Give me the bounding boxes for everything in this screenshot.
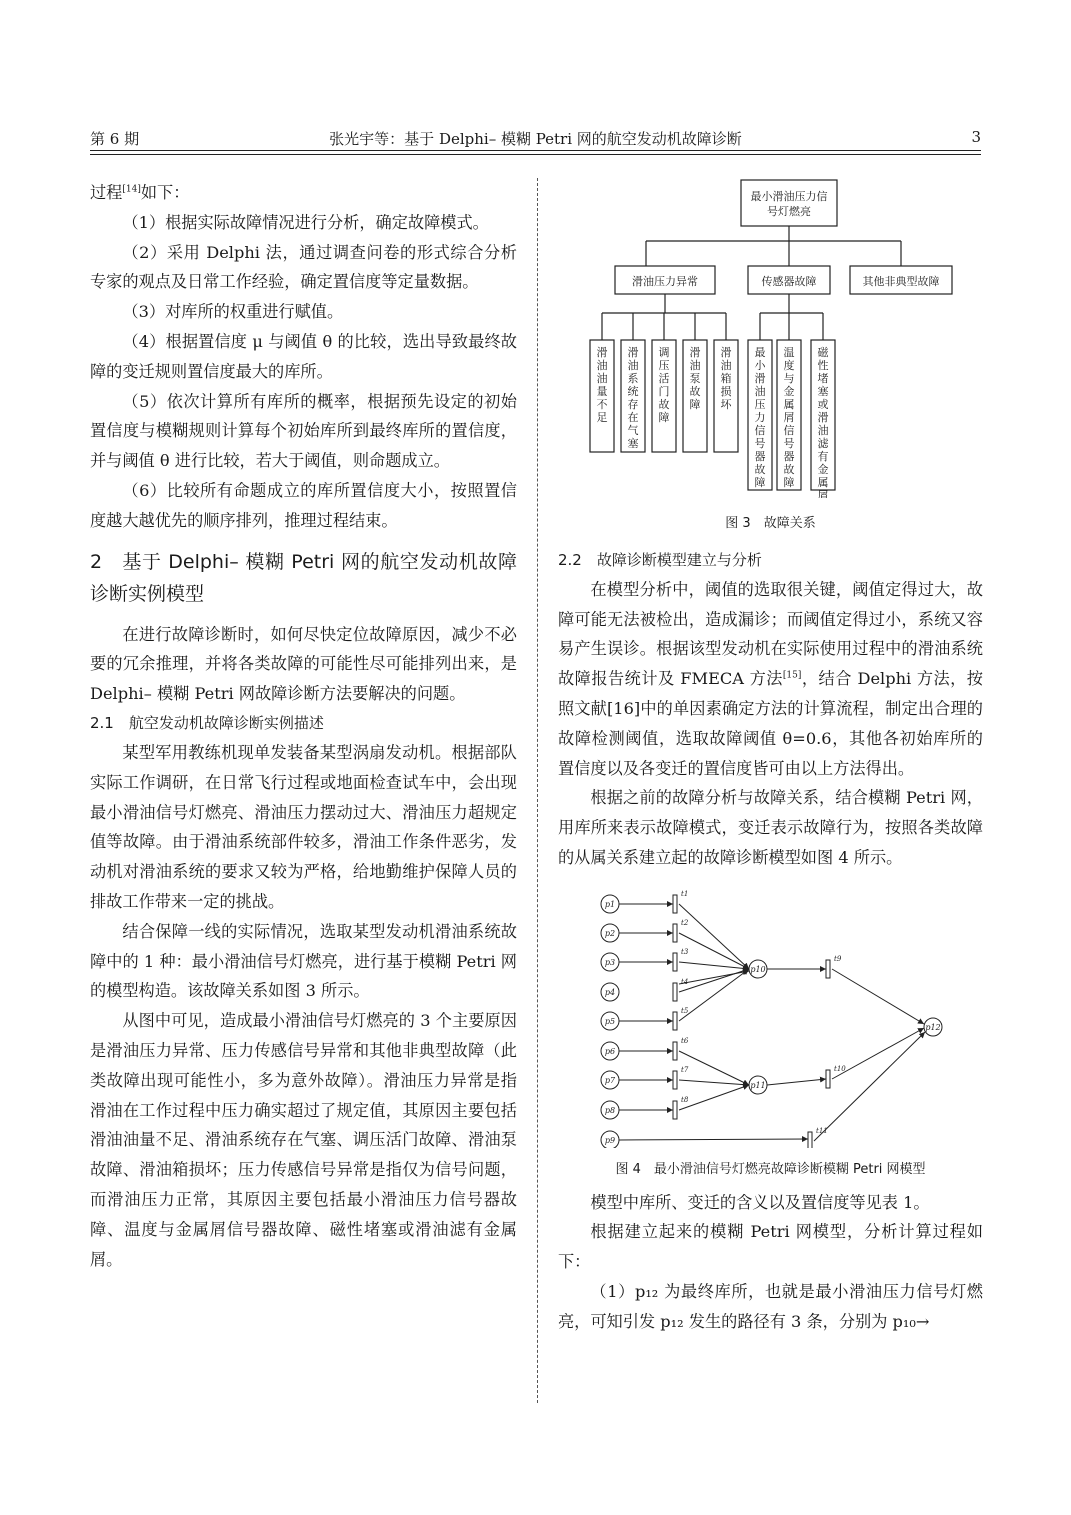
transition-t7-label: t7: [681, 1065, 689, 1074]
fig3-leaf-char: 信: [783, 424, 795, 437]
transition-t8-label: t8: [681, 1095, 689, 1104]
fig3-leaf-char: 油: [689, 359, 701, 372]
transition-t8: [673, 1101, 677, 1119]
fig3-leaf-char: 系: [627, 372, 639, 385]
fig3-leaf-char: 屑: [817, 489, 829, 498]
fig3-leaf-char: 小: [754, 359, 766, 372]
transition-t1-label: t1: [681, 889, 689, 898]
running-title: 张光宇等：基于 Delphi– 模糊 Petri 网的航空发动机故障诊断: [329, 130, 742, 148]
fig3-leaf-labels: [597, 345, 830, 498]
fig3-leaf-char: 金: [783, 385, 795, 398]
figure-4-caption: 图 4 最小滑油信号灯燃亮故障诊断模糊 Petri 网模型: [615, 1161, 926, 1177]
arc: [832, 969, 924, 1024]
fig3-leaf-char: 损: [720, 385, 732, 398]
paragraph-step1: （1）p₁₂ 为最终库所，也就是最小滑油压力信号灯燃亮，可知引发 p₁₂ 发生的路径有 3 条，分别为 p₁₀→: [558, 1281, 983, 1331]
arc: [679, 933, 749, 969]
transition-t4-label: t4: [681, 977, 689, 986]
fig3-leaf-char: 最: [754, 346, 766, 359]
paragraph-intro: 过程[14]如下：: [90, 183, 190, 202]
fig3-leaf-char: 滑: [689, 346, 701, 359]
place-p12-label: p12: [925, 1022, 941, 1032]
subsection-heading-2-2: 2.2 故障诊断模型建立与分析: [558, 550, 762, 569]
fig3-mid-node-1: 滑油压力异常: [632, 275, 698, 288]
paragraph-threshold: 在模型分析中，阈值的选取很关键，阈值定得过大，故障可能无法被检出，造成漏诊；而阈值定得过小，系统又容易产生误诊。根据该型发动机在实际使用过程中的滑油系统故障报告统计及 FMECA 方法[15]，结合 Delphi 方法，按照文献[16]中的单因素确定方法的计算流程，制定出合理的故障检测阈值，选取故障阈值 θ=0.6，其他各初始库所的置信度以及各变迁的置信度皆可由以上方法得出。: [558, 579, 983, 778]
fig3-leaf-char: 属: [817, 476, 829, 489]
figure-3-fault-tree: [558, 178, 983, 498]
fig3-leaf-char: 活: [658, 372, 670, 385]
arc: [679, 1051, 749, 1085]
place-p10-label: p10: [750, 964, 766, 974]
place-p3-label: p3: [604, 957, 616, 967]
issue-number: 第 6 期: [90, 130, 140, 148]
fig3-leaf-char: 油: [596, 372, 608, 385]
right-column: [558, 178, 983, 1337]
place-p6-label: p6: [604, 1046, 616, 1056]
transition-t11-label: t11: [816, 1126, 828, 1135]
place-p1-label: p1: [604, 899, 616, 909]
arc: [767, 1079, 826, 1085]
fig3-leaf-char: 屑: [783, 411, 795, 424]
fig3-leaf-char: 油: [596, 359, 608, 372]
fig3-leaf-char: 器: [754, 450, 766, 463]
transition-t11: [808, 1132, 812, 1148]
paragraph-case: 某型军用教练机现单发装备某型涡扇发动机。根据部队实际工作调研，在日常飞行过程或地面检查试车中，会出现最小滑油信号灯燃亮、滑油压力摆动过大、滑油压力超规定值等故障。由于滑油系统部件较多，滑油工作条件恶劣，发动机对滑油系统的要求又较为严格，给地勤维护保障人员的排故工作带来一定的挑战。: [90, 742, 517, 911]
fig3-leaf-char: 油: [754, 385, 766, 398]
transition-t1: [673, 895, 677, 913]
fig3-leaf-char: 磁: [817, 346, 829, 359]
transition-t6: [673, 1042, 677, 1060]
fig3-leaf-char: 门: [658, 385, 670, 398]
paragraph-analysis: 从图中可见，造成最小滑油信号灯燃亮的 3 个主要原因是滑油压力异常、压力传感信号异常和其他非典型故障（此类故障出现可能性小，多为意外故障）。滑油压力异常是指滑油在工作过程中压力确实超过了规定值，其原因主要包括滑油油量不足、滑油系统存在气塞、调压活门故障、滑油泵故障、滑油箱损坏；压力传感信号异常是指仅为信号问题，而滑油压力正常，其原因主要包括最小滑油压力信号器故障、温度与金属屑信号器故障、磁性堵塞或滑油滤有金属屑。: [90, 1011, 517, 1269]
transition-t3-label: t3: [681, 947, 689, 956]
fig3-mid-node-2: 传感器故障: [761, 275, 817, 288]
fig3-leaf-char: 温: [783, 346, 795, 359]
arc: [679, 904, 749, 969]
fig3-leaf-char: 障: [754, 476, 766, 489]
page-number: 3: [971, 128, 981, 146]
fig3-leaf-char: 不: [596, 398, 608, 411]
arc: [679, 971, 749, 984]
fig3-leaf-char: 坏: [720, 398, 732, 411]
running-header: [90, 124, 981, 150]
fig3-leaf-char: 号: [783, 437, 795, 450]
transition-t10-label: t10: [834, 1064, 846, 1073]
fig3-leaf-char: 油: [627, 359, 639, 372]
fig3-leaf-char: 滤: [817, 437, 829, 450]
fig3-leaf-char: 有: [817, 450, 829, 463]
fig3-leaf-char: 障: [783, 476, 795, 489]
fig3-leaf-char: 量: [596, 385, 608, 398]
step-5: （5）依次计算所有库所的概率，根据预先设定的初始置信度与模糊规则计算每个初始库所到最终库所的置信度，并与阈值 θ 进行比较，若大于阈值，则命题成立。: [90, 391, 517, 471]
arc: [619, 1139, 808, 1140]
fig3-leaf-char: 与: [783, 372, 795, 385]
fig3-leaf-char: 泵: [689, 372, 701, 385]
fig3-leaf-char: 气: [627, 424, 639, 437]
place-p8-label: p8: [604, 1105, 616, 1115]
transition-t5: [673, 1012, 677, 1030]
fig3-leaf-char: 压: [658, 359, 670, 372]
transition-t9: [826, 960, 830, 978]
fig3-leaf-char: 堵: [817, 372, 829, 385]
arc: [679, 1080, 749, 1085]
fig3-leaf-char: 障: [689, 398, 701, 411]
fig3-leaf-char: 滑: [817, 411, 829, 424]
fig3-leaf-char: 塞: [817, 385, 829, 398]
transition-t4: [673, 983, 677, 1001]
fig3-leaf-char: 度: [783, 359, 795, 372]
transition-t5-label: t5: [681, 1006, 689, 1015]
transition-t2: [673, 924, 677, 942]
fig3-top-node: 最小滑油压力信号灯燃亮: [750, 190, 828, 218]
transition-t7: [673, 1071, 677, 1089]
paragraph-model: 根据之前的故障分析与故障关系，结合模糊 Petri 网，用库所来表示故障模式，变迁表示故障行为，按照各类故障的从属关系建立起的故障诊断模型如图 4 所示。: [558, 788, 983, 867]
fig3-leaf-char: 塞: [627, 437, 639, 450]
arc: [679, 969, 749, 1021]
place-p11-label: p11: [750, 1080, 766, 1090]
fig3-leaf-char: 滑: [596, 346, 608, 359]
fig3-leaf-char: 属: [783, 398, 795, 411]
transition-t9-label: t9: [834, 954, 842, 963]
place-p2-label: p2: [604, 928, 616, 938]
arc: [814, 1032, 925, 1141]
transition-t2-label: t2: [681, 918, 689, 927]
arc: [832, 1028, 924, 1079]
subsection-heading-2-1: 2.1 航空发动机故障诊断实例描述: [90, 713, 324, 732]
fig3-leaf-char: 障: [658, 411, 670, 424]
fig3-leaf-char: 器: [783, 450, 795, 463]
place-p4-label: p4: [604, 987, 616, 997]
transition-t6-label: t6: [681, 1036, 689, 1045]
fig3-leaf-char: 油: [720, 359, 732, 372]
fig3-mid-node-3: 其他非典型故障: [862, 275, 940, 288]
fig3-leaf-char: 金: [817, 463, 829, 476]
fig3-leaf-char: 滑: [627, 346, 639, 359]
header-rule-thin: [90, 154, 981, 155]
figure-4-petri-net: [558, 873, 983, 1148]
arc: [679, 1085, 749, 1110]
fig3-leaf-char: 性: [817, 359, 829, 372]
fig3-leaf-char: 信: [754, 424, 766, 437]
paragraph-section2: 在进行故障诊断时，如何尽快定位故障原因，减少不必要的冗余推理，并将各类故障的可能性尽可能排列出来，是 Delphi– 模糊 Petri 网故障诊断方法要解决的问题。: [90, 624, 517, 704]
fig3-leaf-char: 故: [658, 398, 670, 411]
figure-3-caption: 图 3 故障关系: [725, 515, 816, 531]
paragraph-table-ref: 模型中库所、变迁的含义以及置信度等见表 1。: [590, 1192, 930, 1212]
step-3: （3）对库所的权重进行赋值。: [122, 302, 344, 322]
fig3-leaf-char: 故: [754, 463, 766, 476]
fig3-leaf-char: 存: [627, 398, 639, 411]
fig3-leaf-char: 或: [817, 398, 829, 411]
place-p7-label: p7: [604, 1075, 616, 1085]
step-2: （2）采用 Delphi 法，通过调查问卷的形式综合分析专家的观点及日常工作经验，确定置信度等定量数据。: [90, 242, 517, 292]
step-6: （6）比较所有命题成立的库所置信度大小，按照置信度越大越优先的顺序排列，推理过程结束。: [90, 480, 517, 530]
fig3-leaf-char: 滑: [754, 372, 766, 385]
fig3-leaf-char: 调: [658, 346, 670, 359]
transition-t10: [826, 1070, 830, 1088]
fig3-leaf-char: 压: [754, 398, 766, 411]
fig3-leaf-char: 号: [754, 437, 766, 450]
fig3-leaf-char: 故: [689, 385, 701, 398]
fig3-leaf-char: 故: [783, 463, 795, 476]
fig3-leaf-char: 统: [627, 385, 639, 398]
left-column: [90, 178, 517, 1274]
fig3-leaf-char: 滑: [720, 346, 732, 359]
section-heading-2: 2 基于 Delphi– 模糊 Petri 网的航空发动机故障诊断实例模型: [90, 550, 517, 605]
paragraph-select: 结合保障一线的实际情况，选取某型发动机滑油系统故障中的 1 种：最小滑油信号灯燃亮，进行基于模糊 Petri 网的模型构造。该故障关系如图 3 所示。: [90, 921, 517, 1001]
transition-t3: [673, 953, 677, 971]
fig3-leaf-char: 力: [754, 411, 766, 424]
step-1: （1）根据实际故障情况进行分析，确定故障模式。: [122, 212, 489, 232]
paragraph-calc: 根据建立起来的模糊 Petri 网模型，分析计算过程如下：: [558, 1222, 983, 1272]
place-p9-label: p9: [604, 1135, 616, 1145]
column-divider: [537, 178, 538, 1403]
fig3-leaf-char: 油: [817, 424, 829, 437]
place-p5-label: p5: [604, 1016, 616, 1026]
fig3-leaf-char: 在: [627, 411, 639, 424]
fig3-leaf-char: 箱: [720, 372, 732, 385]
fig3-leaf-char: 足: [596, 411, 608, 424]
header-rule: [90, 150, 981, 151]
step-4: （4）根据置信度 μ 与阈值 θ 的比较，选出导致最终故障的变迁规则置信度最大的库所。: [90, 331, 517, 381]
